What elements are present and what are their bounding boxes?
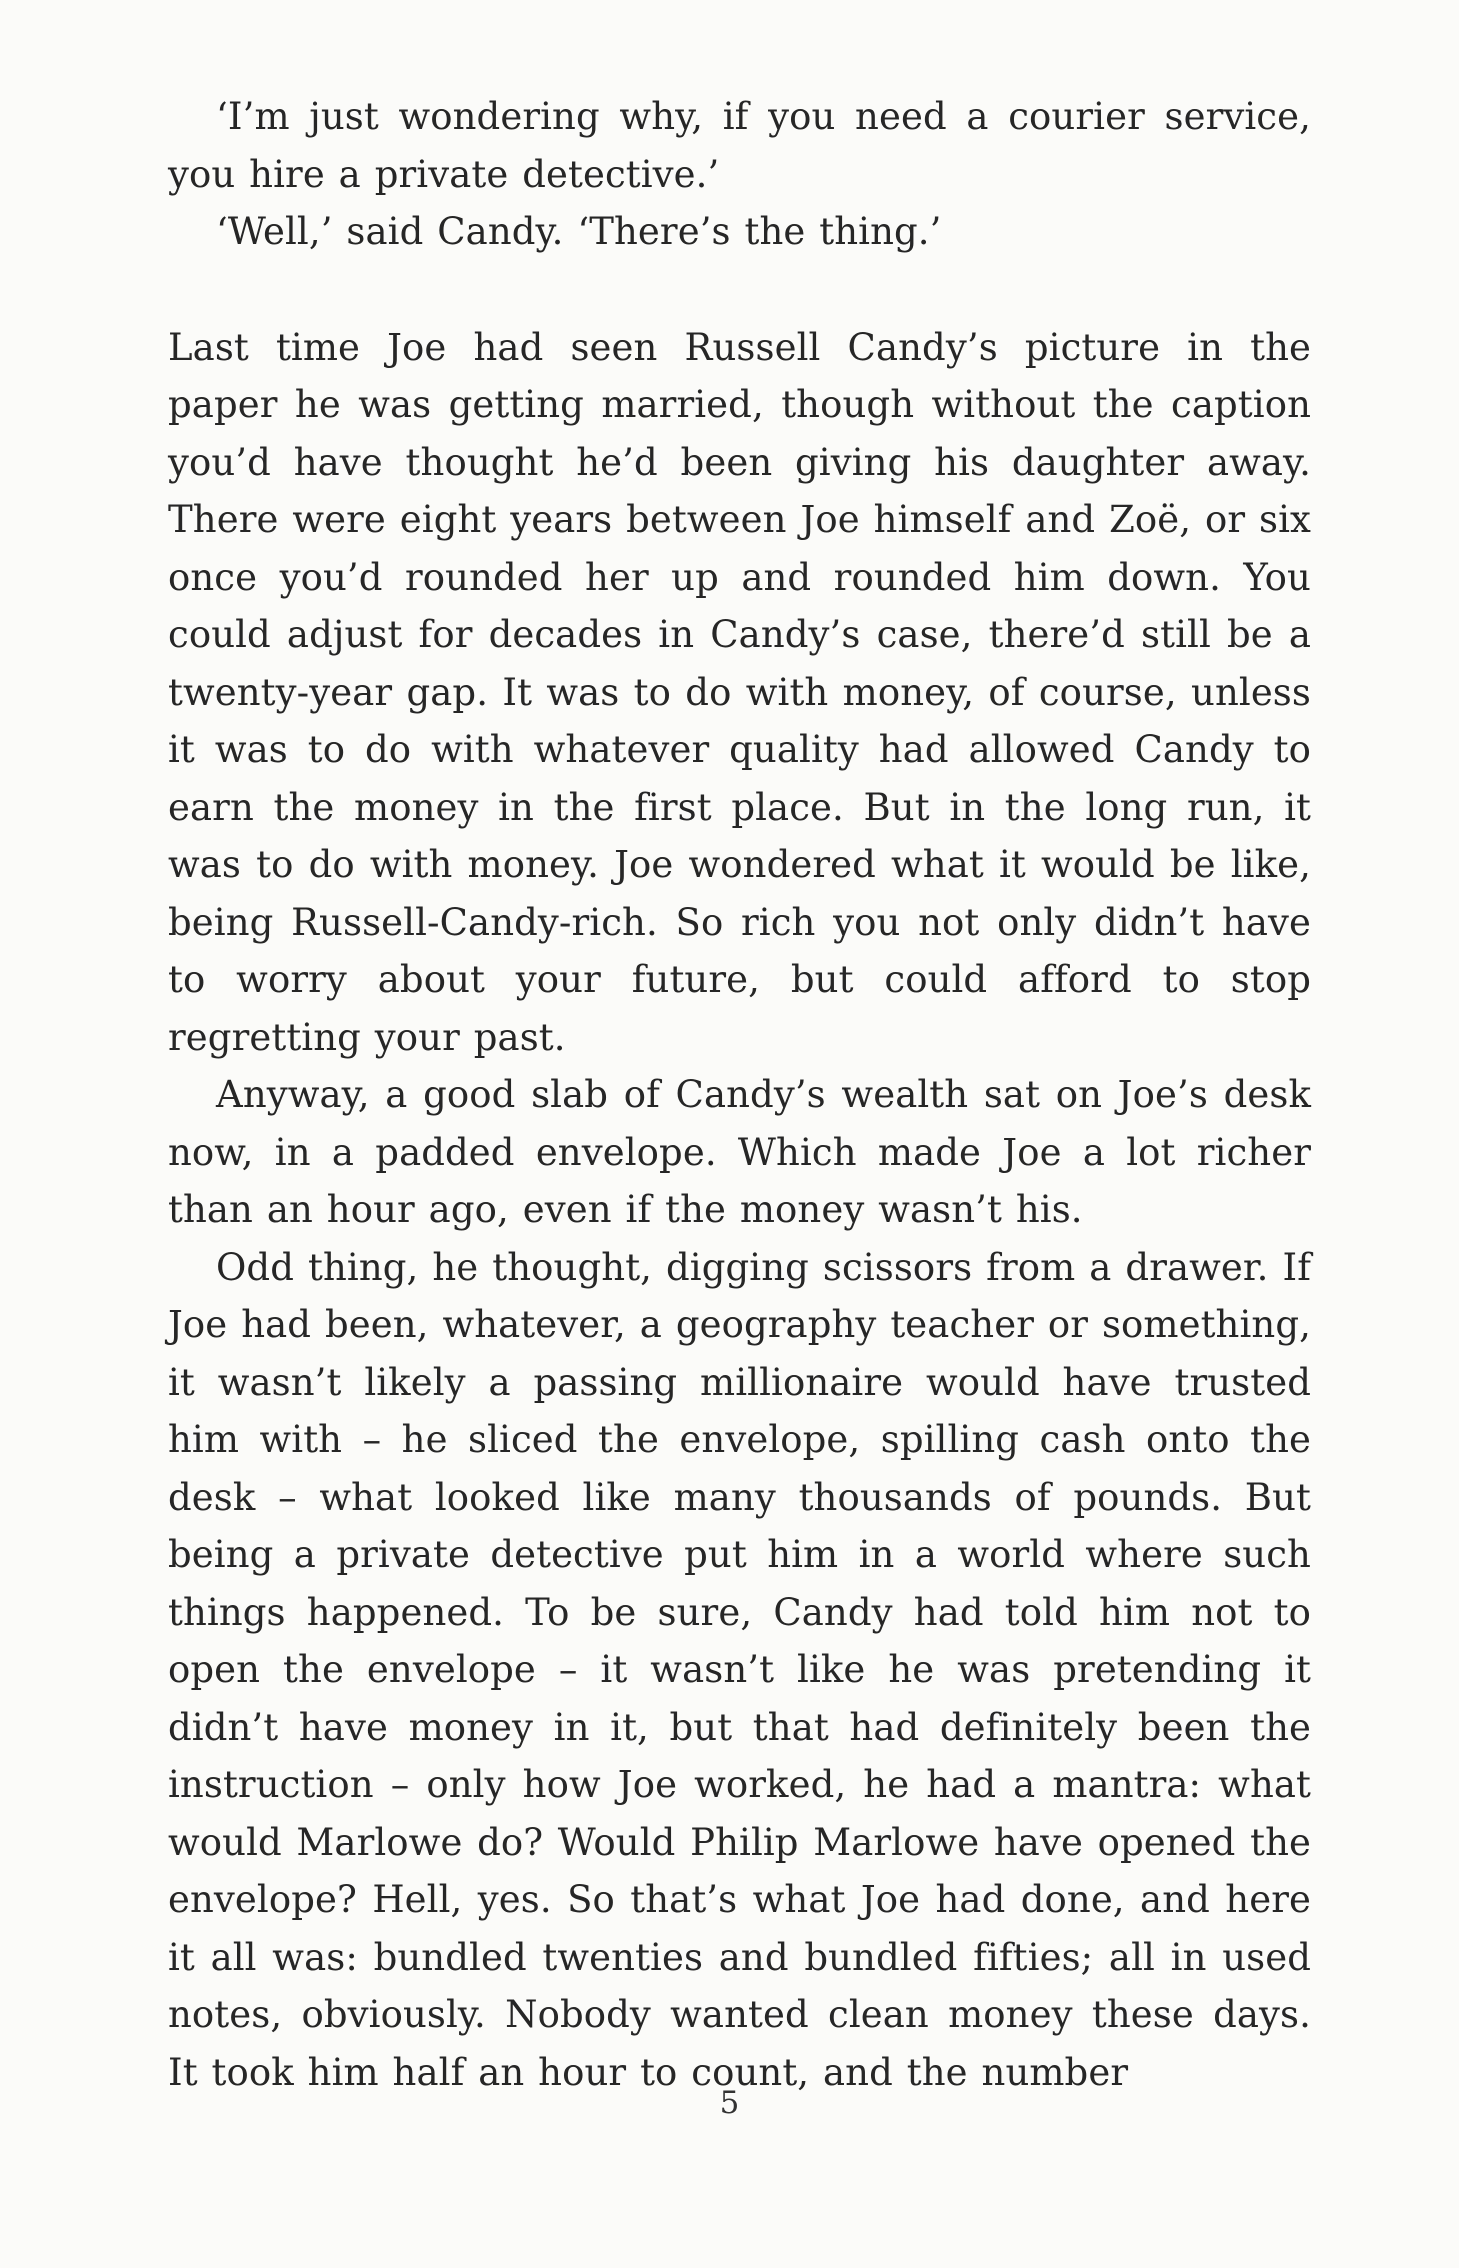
narrative-paragraph-3: Odd thing, he thought, digging scissors from a drawer. If Joe had been, whatever, a geography teacher or something, it wasn’t likely a passing millionaire would have trusted him with – he sliced the envelope, spilling cash onto the desk – what looked like many thousands of pounds. But being a private detective put him in a world where such things happened. To be sure, Candy had told him not to open the envelope – it wasn’t like he was pretending it didn’t have money in it, but that had definitely been the instruction – only how Joe worked, he had a mantra: what would Marlowe do? Would Philip Marlowe have opened the envelope? Hell, yes. So that’s what Joe had done, and here it all was: bundled twenties and bundled fifties; all in used notes, obviously. Nobody wanted clean money these days. It took him half an hour to count, and the number <box>168 1245 1311 2094</box>
page-number: 5 <box>719 2085 740 2121</box>
dialogue-paragraph-1: ‘I’m just wondering why, if you need a courier service, you hire a private detective.’ <box>168 95 1311 196</box>
dialogue-paragraph-2: ‘Well,’ said Candy. ‘There’s the thing.’ <box>216 210 942 253</box>
narrative-paragraph-1: Last time Joe had seen Russell Candy’s picture in the paper he was getting married, though without the caption you’d have thought he’d been giving his daughter away. There were eight years between Joe himself and Zoë, or six once you’d rounded her up and rounded him down. You could adjust for decades in Candy’s case, there’d still be a twenty-year gap. It was to do with money, of course, unless it was to do with whatever quality had allowed Candy to earn the money in the first place. But in the long run, it was to do with money. Joe wondered what it would be like, being Russell-Candy-rich. So rich you not only didn’t have to worry about your future, but could afford to stop regretting your past. <box>168 325 1311 1059</box>
scene-break <box>168 261 1311 319</box>
narrative-paragraph-2: Anyway, a good slab of Candy’s wealth sat on Joe’s desk now, in a padded envelope. Which made Joe a lot richer than an hour ago, even if the money wasn’t his. <box>168 1073 1311 1231</box>
body-text <box>168 88 1311 2101</box>
